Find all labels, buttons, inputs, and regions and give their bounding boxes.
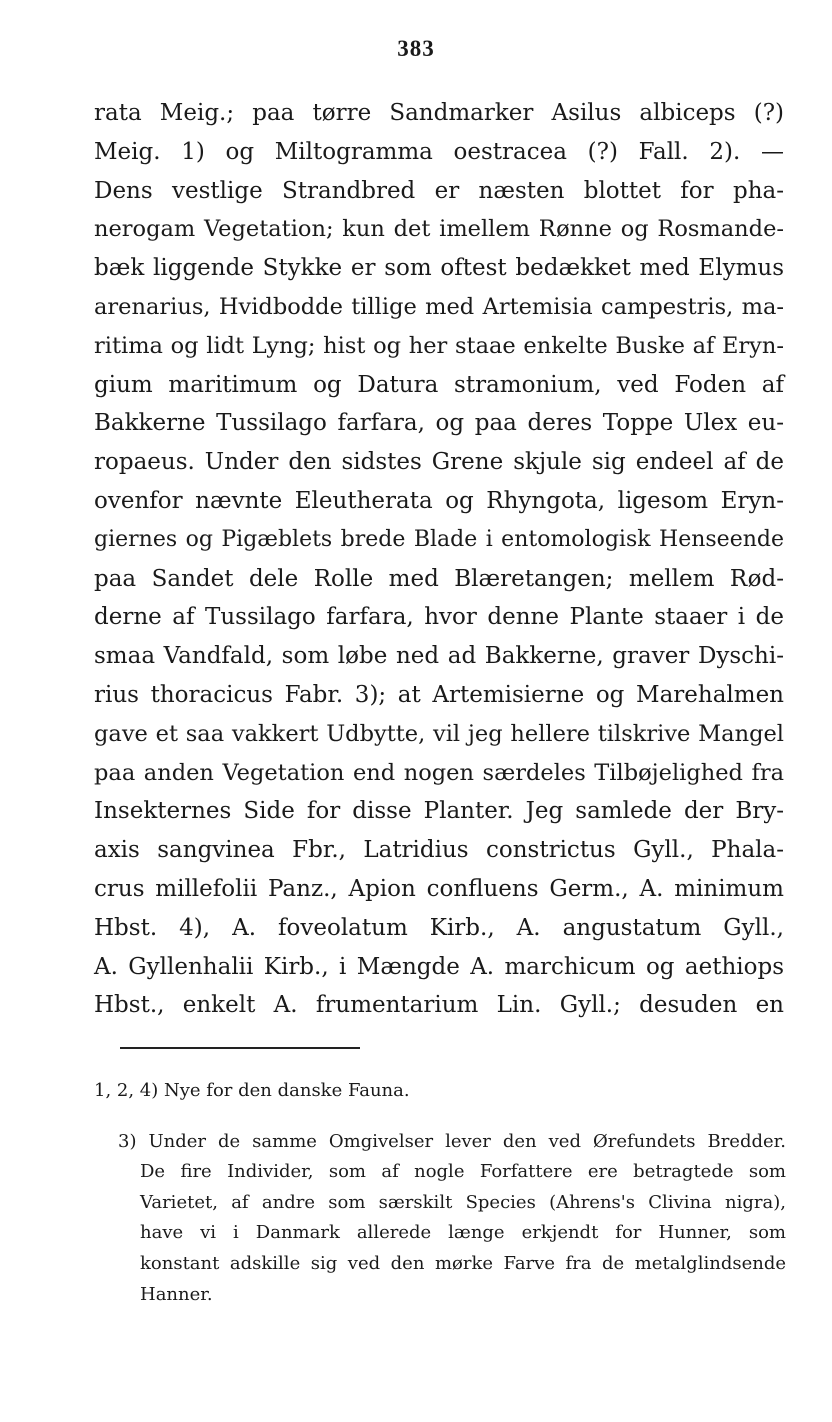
text-line: giernes og Pigæblets brede Blade i entomologisk Henseende (94, 526, 784, 552)
text-line: gium maritimum og Datura stramonium, ved Foden af (94, 371, 784, 398)
footnote-line: 3) Under de samme Omgivelser lever den ved Ørefundets Bredder. (118, 1130, 786, 1152)
text-line: crus millefolii Panz., Apion confluens Germ., A. minimum (94, 875, 784, 902)
text-line: paa anden Vegetation end nogen særdeles Tilbøjelighed fra (94, 759, 784, 786)
text-line: Insekternes Side for disse Planter. Jeg samlede der Bry- (94, 798, 784, 825)
footnote-line: have vi i Danmark allerede længe erkjendt for Hunner, som (140, 1222, 786, 1244)
text-line: derne af Tussilago farfara, hvor denne Plante staaer i de (94, 604, 784, 631)
text-line: Dens vestlige Strandbred er næsten blottet for pha- (94, 177, 784, 204)
footnote-divider (120, 1047, 360, 1049)
text-line: smaa Vandfald, som løbe ned ad Bakkerne, graver Dyschi- (94, 643, 784, 670)
text-line: rata Meig.; paa tørre Sandmarker Asilus albiceps (?) (94, 100, 784, 126)
footnote-line: Varietet, af andre som særskilt Species (Ahrens's Clivina nigra), (140, 1191, 786, 1213)
footnote-line: Hanner. (140, 1283, 213, 1305)
text-line: Hbst., enkelt A. frumentarium Lin. Gyll.; desuden en (94, 992, 784, 1019)
text-line: Hbst. 4), A. foveolatum Kirb., A. angustatum Gyll., (94, 914, 784, 941)
page-number: 383 (397, 36, 435, 61)
text-line: Meig. 1) og Miltogramma oestracea (?) Fall. 2). — (94, 138, 784, 165)
text-line: arenarius, Hvidbodde tillige med Artemisia campestris, ma- (94, 293, 784, 320)
text-line: A. Gyllenhalii Kirb., i Mængde A. marchicum og aethiops (94, 953, 784, 980)
text-line: bæk liggende Stykke er som oftest bedækket med Elymus (94, 255, 784, 282)
text-line: axis sangvinea Fbr., Latridius constrictus Gyll., Phala- (94, 837, 784, 864)
body-text (94, 94, 784, 1025)
text-line: Bakkerne Tussilago farfara, og paa deres Toppe Ulex eu- (94, 410, 784, 437)
text-line: rius thoracicus Fabr. 3); at Artemisierne og Marehalmen (94, 681, 784, 708)
text-line: ovenfor nævnte Eleutherata og Rhyngota, ligesom Eryn- (94, 487, 784, 514)
text-line: gave et saa vakkert Udbytte, vil jeg hellere tilskrive Mangel (94, 720, 784, 747)
footnotes (94, 1076, 786, 1310)
footnote-line: konstant adskille sig ved den mørke Farve fra de metalglindsende (140, 1252, 786, 1274)
text-line: ropaeus. Under den sidstes Grene skjule sig endeel af de (94, 449, 784, 476)
text-line: paa Sandet dele Rolle med Blæretangen; mellem Rød- (94, 565, 784, 592)
footnote-line: 1, 2, 4) Nye for den danske Fauna. (94, 1080, 410, 1101)
footnote-line: De fire Individer, som af nogle Forfattere ere betragtede som (140, 1161, 786, 1183)
text-line: ritima og lidt Lyng; hist og her staae enkelte Buske af Eryn- (94, 332, 784, 359)
text-line: nerogam Vegetation; kun det imellem Rønne og Rosmande- (94, 216, 784, 243)
